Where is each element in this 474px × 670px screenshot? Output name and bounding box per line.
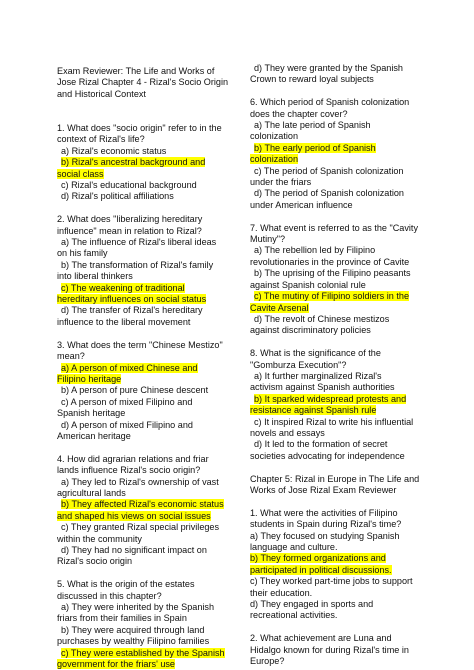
option-a: activism against Spanish authorities [250,382,395,393]
highlighted-answer: Cavite Arsenal [250,302,309,313]
option-d: recreational activities. [250,610,338,621]
highlighted-answer: b) It sparked widespread protests and [254,393,407,404]
left-column [57,66,247,670]
option-d: Rizal's socio origin [57,556,133,567]
option-b: b) They were acquired through land [61,624,205,635]
question-text: 4. How did agrarian relations and friar [57,453,209,464]
option-c: c) A person of mixed Filipino and [61,396,193,407]
option-c: c) They worked part-time jobs to support [250,576,413,587]
option-a: a) The rebellion led by Filipino [254,245,376,256]
option-c: their education. [250,587,313,598]
question-1 [57,123,247,203]
question-text: Europe? [250,656,285,667]
question-text: 6. Which period of Spanish colonization [250,97,410,108]
heading-line: Chapter 5: Rizal in Europe in The Life and [250,473,420,484]
question-text: 1. What does "socio origin" refer to in the [57,123,222,133]
option-c: Spanish heritage [57,408,126,419]
option-d: d) A person of mixed Filipino and [61,419,193,430]
question-text: mean? [57,351,85,362]
highlighted-answer: resistance against Spanish rule [250,405,377,416]
option-d: d) They engaged in sports and [250,599,374,610]
question-text: 1. What were the activities of Filipino [250,507,398,518]
chapter-5-heading [250,474,440,497]
option-d: d) Rizal's political affiliations [61,191,174,202]
option-d: d) The period of Spanish colonization [254,188,404,199]
question-text: 5. What is the origin of the estates [57,579,195,590]
option-b: b) The uprising of the Filipino peasants [254,268,411,279]
option-a: a) The late period of Spanish [254,120,371,131]
option-a: friars from their families in Spain [57,613,187,624]
question-5-continued [250,63,440,86]
question-2 [57,214,247,328]
option-a: agricultural lands [57,487,126,498]
option-d: Crown to reward loyal subjects [250,74,374,85]
question-text: 8. What is the significance of the [250,348,381,359]
option-c: c) It inspired Rizal to write his influential [254,416,414,427]
option-d: d) The revolt of Chinese mestizos [254,313,390,324]
option-c: within the community [57,533,142,544]
highlighted-answer: b) The early period of Spanish [254,142,376,153]
option-c: c) The period of Spanish colonization [254,165,404,176]
question-text: Hidalgo known for during Rizal's time in [250,644,409,655]
title-line: Jose Rizal Chapter 4 - Rizal's Socio Origin [57,77,229,88]
option-d: d) It led to the formation of secret [254,439,388,450]
highlighted-answer: government for the friars' use [57,659,175,670]
option-b: b) A person of pure Chinese descent [61,385,209,396]
option-b: b) The transformation of Rizal's family [61,259,214,270]
option-a: language and culture. [250,541,338,552]
option-b: purchases by wealthy Filipino families [57,636,210,647]
title-line: Exam Reviewer: The Life and Works of [57,66,215,76]
option-d: d) They were granted by the Spanish [254,63,403,73]
option-a: a) They were inherited by the Spanish [61,602,214,612]
option-c: c) They granted Rizal special privileges [61,522,220,533]
highlighted-answer: participated in political discussions. [250,564,392,575]
option-a: colonization [250,131,299,142]
option-b: into liberal thinkers [57,271,133,282]
highlighted-answer: social class [57,168,104,179]
question-3 [57,340,247,443]
question-text: lands influence Rizal's socio origin? [57,465,201,476]
question-7 [250,223,440,337]
chapter-5-question-2 [250,633,440,667]
option-c: under the friars [250,177,312,188]
highlighted-answer: a) A person of mixed Chinese and [61,362,198,373]
question-text: 3. What does the term "Chinese Mestizo" [57,339,223,350]
option-a: a) Rizal's economic status [61,145,167,156]
option-a: revolutionaries in the province of Cavite [250,256,410,267]
option-d: American heritage [57,430,131,441]
highlighted-answer: c) The mutiny of Filipino soldiers in the [254,291,409,302]
highlighted-answer: b) They affected Rizal's economic status [61,499,224,510]
option-d: d) The transfer of Rizal's hereditary [61,305,203,316]
option-a: a) They led to Rizal's ownership of vast [61,476,219,487]
document-title [57,66,247,100]
highlighted-answer: b) Rizal's ancestral background and [61,157,206,168]
question-text: Mutiny"? [250,234,286,245]
right-column [250,63,440,667]
option-a: on his family [57,248,108,259]
option-d: influence to the liberal movement [57,316,191,327]
option-c: c) Rizal's educational background [61,180,197,191]
title-line: and Historical Context [57,88,146,99]
highlighted-answer: c) The weakening of traditional [61,282,185,293]
question-text: influence" mean in relation to Rizal? [57,225,202,236]
question-text: students in Spain during Rizal's time? [250,519,402,530]
option-b: against Spanish colonial rule [250,279,366,290]
option-d: d) They had no significant impact on [61,544,207,555]
highlighted-answer: colonization [250,154,299,165]
question-text: 2. What does "liberalizing hereditary [57,214,203,225]
option-a: a) They focused on studying Spanish [250,530,400,541]
option-a: a) The influence of Rizal's liberal ideas [61,237,217,248]
question-text: context of Rizal's life? [57,134,145,145]
question-text: 7. What event is referred to as the "Cavity [250,222,418,233]
highlighted-answer: b) They formed organizations and [250,553,386,564]
question-text: "Gomburza Execution"? [250,359,347,370]
option-d: against discriminatory policies [250,325,371,336]
highlighted-answer: Filipino heritage [57,373,122,384]
question-6 [250,97,440,211]
option-d: societies advocating for independence [250,450,405,461]
heading-line: Works of Jose Rizal Exam Reviewer [250,484,397,495]
question-8 [250,348,440,462]
question-text: does the chapter cover? [250,108,348,119]
chapter-5-question-1 [250,508,440,622]
highlighted-answer: and shaped his views on social issues [57,510,211,521]
question-text: 2. What achievement are Luna and [250,633,392,644]
question-text: discussed in this chapter? [57,590,162,601]
option-c: novels and essays [250,427,325,438]
option-a: a) It further marginalized Rizal's [254,370,382,381]
highlighted-answer: c) They were established by the Spanish [61,647,225,658]
question-4 [57,454,247,568]
highlighted-answer: hereditary influences on social status [57,294,207,305]
option-d: under American influence [250,199,353,210]
question-5 [57,579,247,670]
